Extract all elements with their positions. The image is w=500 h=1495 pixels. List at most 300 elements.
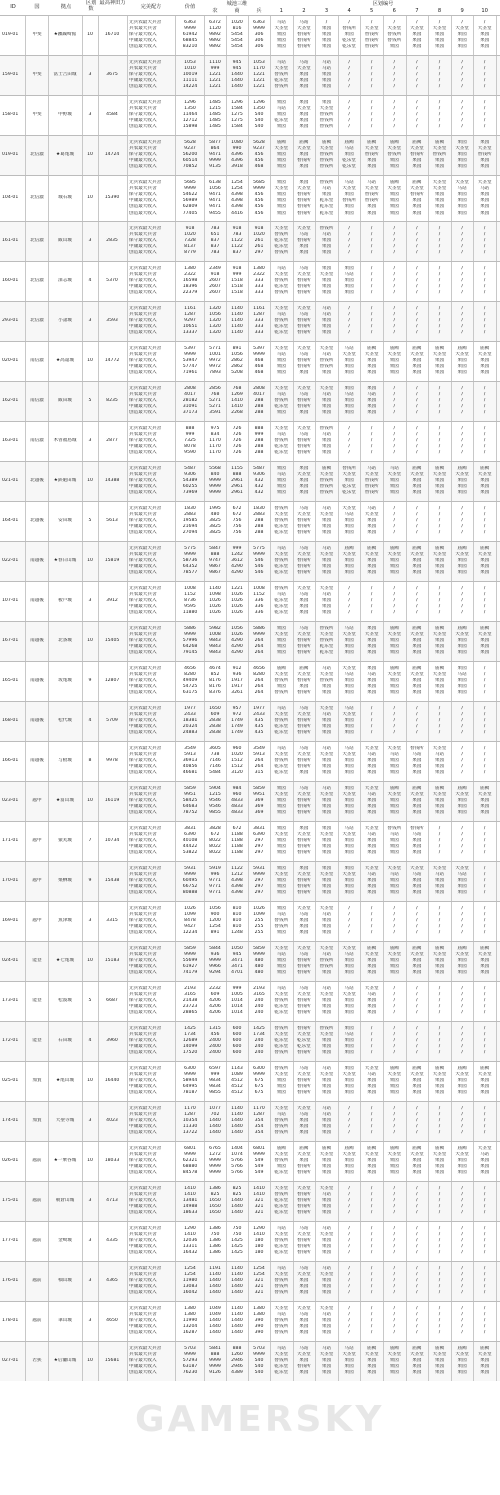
section-slot: /: [416, 1111, 418, 1117]
value-cell: 1734: [184, 1031, 196, 1037]
shang-cell: 600: [232, 1050, 242, 1056]
section-slot: 替钱所: [319, 358, 334, 364]
section-slot: 马站: [321, 1065, 332, 1071]
grid-line: [175, 1181, 176, 1221]
value-cell: 12712: [182, 118, 198, 124]
section-slot: /: [438, 838, 441, 844]
section-slot: /: [393, 998, 396, 1004]
value-cell: 31091: [182, 404, 198, 410]
section-slot: 果园: [299, 99, 309, 105]
formula-name: 创造最大收入: [129, 490, 157, 496]
grid-line: [338, 501, 339, 541]
section-slot: 果园: [457, 164, 467, 170]
bing-cell: 306: [254, 31, 264, 37]
formula-name: 中庸最大收入: [129, 38, 157, 44]
value-cell: 7328: [184, 238, 196, 244]
section-slot: 大圣堂: [364, 511, 379, 517]
group-divider: [0, 1021, 500, 1022]
section-slot: /: [393, 1105, 396, 1111]
section-slot: 庙阙: [276, 1145, 286, 1151]
section-slot: /: [483, 238, 486, 244]
castle-sections: 3: [88, 598, 92, 604]
section-slot: /: [438, 398, 441, 404]
section-slot: 乾乐堂: [274, 118, 289, 124]
section-slot: 替钱所: [319, 164, 334, 170]
castle-group: [0, 1021, 500, 1061]
bing-cell: 288: [254, 438, 264, 444]
grid-line: [383, 501, 384, 541]
castle-id: 173-01: [2, 998, 19, 1004]
section-slot: 果园: [299, 179, 309, 185]
grid-line: [248, 941, 249, 981]
section-slot: 马站: [321, 391, 332, 397]
section-slot: /: [393, 1050, 396, 1056]
nong-cell: 3825: [209, 518, 221, 524]
bing-cell: 180: [254, 1244, 264, 1250]
formula-name: 保守最大收入: [129, 718, 157, 724]
section-slot: /: [438, 1038, 441, 1044]
bing-cell: 180: [254, 1238, 264, 1244]
section-slot: 替钱所: [319, 124, 334, 130]
formula-name: 无兵农最大兵舍: [129, 345, 162, 351]
grid-line: [175, 1061, 176, 1101]
group-divider: [0, 95, 500, 96]
formula-name: 中庸最大收入: [129, 158, 157, 164]
grid-line: [226, 421, 227, 461]
bing-cell: 435: [254, 730, 264, 736]
section-slot: 果园: [480, 364, 490, 370]
nong-cell: 5877: [209, 139, 221, 145]
shang-cell: 1056: [231, 351, 243, 357]
section-slot: 大圣堂: [387, 951, 402, 957]
grid-line: [406, 941, 407, 981]
grid-line: [338, 1061, 339, 1101]
grid-line: [451, 541, 452, 581]
nong-cell: 852: [210, 671, 220, 677]
section-slot: 果园: [321, 1004, 332, 1010]
section-slot: 大圣堂: [387, 471, 402, 477]
grid-line: [248, 55, 249, 95]
section-slot: 大圣堂: [455, 25, 469, 31]
section-slot: 替钱所: [296, 1250, 311, 1256]
section-slot: /: [438, 930, 441, 936]
group-divider: [0, 221, 500, 222]
value-cell: 13481: [182, 1198, 198, 1204]
section-slot: 果园: [480, 1164, 490, 1170]
bing-cell: 297: [254, 890, 264, 896]
section-slot: /: [438, 330, 441, 336]
grid-line: [127, 701, 128, 741]
grid-line: [175, 941, 176, 981]
nong-cell: 9471: [209, 191, 221, 197]
section-slot: /: [393, 284, 396, 290]
grid-line: [293, 15, 294, 55]
formula-name: 创造最大收入: [129, 610, 157, 616]
bing-cell: 240: [254, 1044, 264, 1050]
formula-name: 保守最大收入: [129, 398, 157, 404]
nong-cell: 864: [210, 145, 220, 151]
value-cell: 1296: [184, 99, 196, 105]
formula-name: 创造最大收入: [129, 530, 157, 536]
grid-line: [127, 1021, 128, 1061]
nong-cell: 1001: [209, 351, 221, 357]
group-divider: [0, 261, 500, 262]
section-slot: 替钱所: [296, 1164, 311, 1170]
section-slot: 替钱所: [409, 191, 424, 197]
castle-country: 北越後: [30, 518, 44, 524]
section-slot: 果园: [344, 398, 354, 404]
section-slot: /: [483, 911, 486, 917]
section-slot: 果园: [480, 139, 490, 145]
section-slot: 庙阙: [389, 345, 399, 351]
grid-line: [496, 55, 497, 95]
castle-base-name: 深志城: [58, 278, 72, 284]
section-slot: 果园: [412, 1370, 422, 1376]
section-slot: /: [438, 1124, 441, 1130]
castle-defense: 15183: [104, 958, 120, 964]
value-cell: 64995: [182, 1084, 198, 1090]
section-slot: /: [393, 105, 396, 111]
section-slot: /: [483, 250, 486, 256]
section-slot: /: [348, 585, 350, 591]
section-slot: 果园: [434, 964, 445, 970]
section-slot: 果园: [412, 758, 422, 764]
shang-cell: 999: [232, 985, 242, 991]
grid-line: [496, 135, 497, 175]
castle-defense: 15390: [104, 195, 120, 200]
nong-cell: 1386: [209, 1250, 221, 1256]
section-slot: 马站: [276, 911, 286, 917]
castle-id: 178-01: [2, 1318, 19, 1324]
section-slot: 果园: [321, 1158, 332, 1164]
section-slot: /: [461, 425, 463, 431]
grid-line: [315, 1301, 316, 1341]
grid-line: [451, 501, 452, 541]
formula-name: 中庸最大收入: [129, 924, 157, 930]
grid-line: [473, 1141, 474, 1181]
section-slot: 马站: [321, 785, 332, 791]
section-slot: 果园: [480, 484, 490, 490]
grid-line: [293, 261, 294, 301]
section-slot: /: [461, 124, 463, 130]
bing-cell: 336: [254, 604, 264, 610]
section-slot: 果园: [321, 1038, 332, 1044]
section-slot: /: [461, 1044, 463, 1050]
section-slot: /: [348, 1130, 350, 1136]
nong-cell: 1440: [209, 1118, 221, 1124]
nong-cell: 1440: [209, 1290, 221, 1296]
castle-base-name: ★鉄砲田城: [53, 478, 77, 484]
grid-line: [226, 781, 227, 821]
section-slot: /: [438, 1330, 441, 1336]
grid-line: [293, 1021, 294, 1061]
grid-line: [406, 661, 407, 701]
castle-country: 北信濃: [30, 151, 44, 157]
section-slot: /: [393, 84, 396, 90]
grid-line: [204, 1301, 205, 1341]
section-slot: 果园: [299, 111, 309, 117]
shang-cell: 1026: [231, 631, 243, 637]
section-slot: /: [461, 19, 463, 25]
section-slot: 替钱所: [319, 151, 334, 157]
grid-line: [293, 461, 294, 501]
shang-cell: 4290: [231, 638, 243, 644]
formula-name: 兵农最大兵舍: [129, 1151, 157, 1157]
section-slot: /: [438, 1305, 441, 1311]
bing-cell: 468: [254, 370, 264, 376]
section-slot: /: [461, 598, 463, 604]
castle-country: 甲斐: [32, 111, 42, 117]
section-slot: /: [438, 450, 441, 456]
section-slot: 大圣堂: [432, 351, 447, 357]
grid-line: [338, 941, 339, 981]
section-slot: 马站: [412, 751, 422, 757]
value-cell: 22379: [182, 290, 198, 296]
grid-line: [270, 741, 271, 781]
section-slot: /: [416, 438, 418, 444]
section-slot: 果园: [344, 1158, 354, 1164]
section-slot: /: [416, 1311, 418, 1317]
section-slot: 果园: [434, 198, 445, 204]
value-cell: 9999: [184, 1151, 196, 1157]
section-slot: /: [461, 751, 463, 757]
group-divider: [0, 1141, 500, 1142]
section-slot: 果园: [321, 518, 332, 524]
value-cell: 5775: [184, 545, 196, 551]
bing-cell: 321: [254, 1198, 264, 1204]
grid-line: [270, 661, 271, 701]
section-slot: 庙阙: [299, 1145, 309, 1151]
formula-name: 兵农最大兵舍: [129, 1031, 157, 1037]
section-slot: /: [416, 1185, 418, 1191]
grid-line: [48, 175, 49, 221]
shang-cell: 4512: [231, 1090, 243, 1096]
grid-line: [204, 701, 205, 741]
formula-name: 兵农最大兵舍: [129, 471, 157, 477]
bing-cell: 354: [254, 1118, 264, 1124]
section-slot: 马站: [321, 431, 332, 437]
castle-base-name: 坂尾城: [58, 678, 72, 684]
section-slot: 果园: [321, 724, 332, 730]
grid-line: [127, 741, 128, 781]
section-slot: /: [416, 290, 418, 296]
castle-defense: 15405: [104, 638, 120, 644]
section-slot: /: [393, 444, 396, 450]
nong-cell: 1056: [209, 185, 221, 191]
castle-country: 北信濃: [30, 278, 44, 284]
section-slot: 马站: [276, 985, 286, 991]
grid-line: [226, 981, 227, 1021]
section-slot: /: [483, 711, 486, 717]
section-slot: 马站: [389, 831, 399, 837]
castle-sections: 3: [88, 1278, 92, 1284]
section-slot: /: [348, 1278, 350, 1284]
section-slot: /: [438, 610, 441, 616]
section-slot: 果园: [367, 398, 377, 404]
nong-cell: 8176: [209, 678, 221, 684]
section-slot: 大圣堂: [432, 185, 447, 191]
value-cell: 2808: [184, 385, 196, 391]
formula-name: 保守最大收入: [129, 678, 157, 684]
value-cell: 28182: [182, 398, 198, 404]
section-slot: 大圣堂: [296, 1105, 311, 1111]
section-slot: 果园: [344, 1090, 354, 1096]
bing-cell: 1221: [253, 71, 265, 77]
section-slot: /: [438, 444, 441, 450]
section-slot: /: [393, 238, 396, 244]
castle-country: 北越後: [30, 478, 44, 484]
section-slot: 果园: [434, 764, 445, 770]
grid-line: [496, 861, 497, 901]
grid-line: [496, 581, 497, 621]
value-cell: 1152: [184, 591, 196, 597]
section-slot: /: [416, 911, 418, 917]
bing-cell: 1170: [253, 1105, 265, 1111]
section-slot: 马站: [321, 505, 332, 511]
section-slot: 果园: [457, 810, 467, 816]
shang-cell: 1242: [231, 551, 243, 557]
section-slot: /: [393, 111, 396, 117]
grid-line: [360, 701, 361, 741]
grid-line: [226, 1341, 227, 1381]
section-slot: 庙阙: [367, 1345, 377, 1351]
nong-cell: 1650: [209, 1198, 221, 1204]
section-slot: 大圣堂: [274, 871, 289, 877]
section-slot: 果园: [480, 1084, 490, 1090]
value-cell: 20324: [182, 724, 198, 730]
grid-line: [175, 541, 176, 581]
grid-line: [98, 1061, 99, 1101]
grid-line: [451, 1061, 452, 1101]
section-slot: /: [461, 450, 463, 456]
section-slot: /: [483, 1271, 486, 1277]
section-slot: 大圣堂: [477, 1351, 492, 1357]
bing-cell: 675: [254, 1090, 264, 1096]
section-slot: 替钱所: [296, 44, 311, 50]
bing-cell: 435: [254, 724, 264, 730]
grid-line: [82, 1301, 83, 1341]
grid-line: [315, 861, 316, 901]
value-cell: 9999: [184, 631, 196, 637]
section-slot: 大圣堂: [364, 745, 379, 751]
section-slot: /: [483, 1118, 486, 1124]
group-divider: [0, 1061, 500, 1062]
castle-id: 176-01: [2, 1278, 19, 1284]
formula-name: 兵农最大兵舍: [129, 431, 157, 437]
grid-line: [451, 135, 452, 175]
grid-line: [127, 95, 128, 135]
grid-line: [338, 821, 339, 861]
formula-name: 创造最大收入: [129, 1090, 157, 1096]
section-slot: 庙阙: [480, 545, 490, 551]
value-cell: 6363: [184, 19, 196, 25]
grid-line: [315, 701, 316, 741]
section-slot: 马站: [344, 825, 354, 831]
section-slot: 大圣堂: [387, 145, 402, 151]
value-cell: 9999: [184, 551, 196, 557]
bing-cell: 1287: [253, 311, 265, 317]
grid-line: [25, 1341, 26, 1381]
formula-name: 无兵农最大兵舍: [129, 1345, 162, 1351]
section-slot: 马站: [276, 1345, 286, 1351]
grid-line: [175, 55, 176, 95]
section-slot: 替钱所: [296, 1210, 311, 1216]
section-slot: /: [393, 1210, 396, 1216]
grid-line: [270, 581, 271, 621]
section-slot: /: [370, 99, 373, 105]
grid-line: [496, 901, 497, 941]
section-slot: 庙阙: [389, 665, 399, 671]
section-slot: 替钱所: [296, 884, 311, 890]
section-slot: 果园: [344, 785, 354, 791]
section-slot: /: [393, 1271, 396, 1277]
formula-name: 保守最大收入: [129, 518, 157, 524]
section-slot: 果园: [412, 44, 422, 50]
shang-cell: 825: [232, 1185, 242, 1191]
section-slot: /: [416, 905, 418, 911]
section-slot: /: [461, 1010, 463, 1016]
value-cell: 8280: [184, 671, 196, 677]
grid-line: [383, 1301, 384, 1341]
section-slot: /: [393, 1124, 396, 1130]
section-slot: /: [348, 65, 350, 71]
section-slot: 果园: [389, 1370, 399, 1376]
castle-id: 293-01: [2, 318, 19, 324]
shang-cell: 726: [232, 438, 242, 444]
section-slot: 果园: [389, 1164, 399, 1170]
shang-cell: 1512: [231, 758, 243, 764]
castle-defense: 15681: [104, 1358, 120, 1364]
grid-line: [473, 501, 474, 541]
section-slot: 果园: [389, 164, 399, 170]
section-slot: /: [461, 831, 463, 837]
section-slot: 替钱所: [319, 964, 334, 970]
section-slot: 果园: [299, 124, 309, 130]
section-slot: 果园: [434, 158, 445, 164]
grid-line: [451, 55, 452, 95]
grid-line: [204, 421, 205, 461]
formula-name: 中庸最大收入: [129, 324, 157, 330]
section-slot: /: [348, 78, 350, 84]
section-slot: /: [416, 1204, 418, 1210]
section-slot: 大圣堂: [477, 631, 492, 637]
castle-defense: 4365: [106, 1278, 118, 1284]
shang-cell: 1026: [231, 604, 243, 610]
grid-line: [406, 381, 407, 421]
nong-cell: 9834: [209, 1084, 221, 1090]
shang-cell: 4512: [231, 1084, 243, 1090]
section-slot: 果园: [389, 204, 399, 210]
section-slot: /: [393, 918, 396, 924]
section-slot: /: [483, 1010, 486, 1016]
section-slot: /: [483, 671, 486, 677]
nong-cell: 1320: [209, 318, 221, 324]
value-cell: 61927: [182, 964, 198, 970]
shang-cell: 726: [232, 425, 242, 431]
section-slot: 大圣堂: [477, 1071, 492, 1077]
grid-line: [226, 901, 227, 941]
grid-line: [473, 541, 474, 581]
castle-id: 023-01: [2, 798, 19, 804]
section-slot: 果园: [344, 204, 354, 210]
section-slot: /: [348, 1204, 350, 1210]
section-slot: 替钱所: [387, 31, 402, 37]
grid-line: [315, 581, 316, 621]
grid-line: [315, 1261, 316, 1301]
section-slot: /: [416, 1010, 418, 1016]
grid-line: [315, 261, 316, 301]
header-base: 拠点: [60, 4, 72, 10]
